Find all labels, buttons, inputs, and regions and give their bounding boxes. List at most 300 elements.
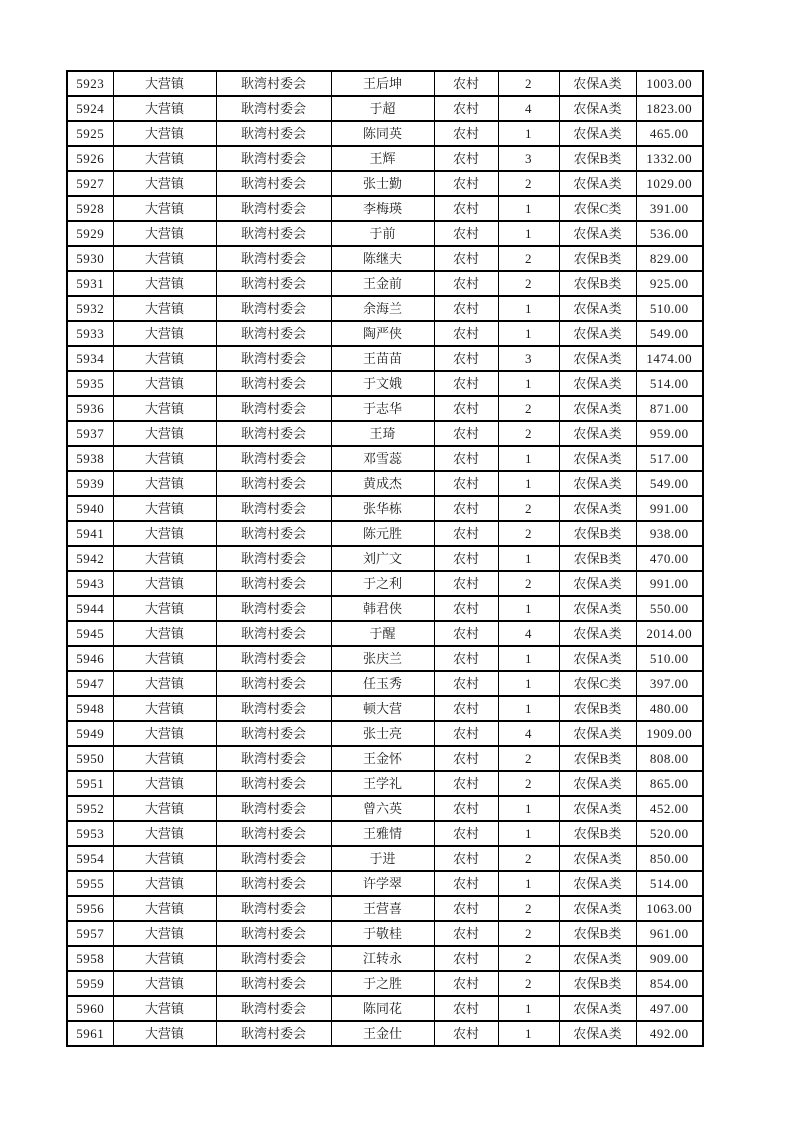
table-row xyxy=(67,521,703,546)
cell-residence: 农村 xyxy=(434,371,498,396)
cell-id: 5959 xyxy=(67,971,113,996)
cell-category: 农保C类 xyxy=(559,196,636,221)
table-row xyxy=(67,446,703,471)
cell-name: 许学翠 xyxy=(331,871,434,896)
cell-count: 1 xyxy=(498,821,559,846)
cell-id: 5931 xyxy=(67,271,113,296)
cell-residence: 农村 xyxy=(434,671,498,696)
cell-town: 大营镇 xyxy=(113,171,216,196)
cell-amount: 991.00 xyxy=(636,571,703,596)
cell-village: 耿湾村委会 xyxy=(216,746,331,771)
cell-residence: 农村 xyxy=(434,696,498,721)
cell-category: 农保B类 xyxy=(559,746,636,771)
cell-id: 5951 xyxy=(67,771,113,796)
table-row xyxy=(67,771,703,796)
cell-town: 大营镇 xyxy=(113,621,216,646)
cell-residence: 农村 xyxy=(434,71,498,96)
cell-name: 邓雪蕊 xyxy=(331,446,434,471)
table-row xyxy=(67,371,703,396)
cell-id: 5933 xyxy=(67,321,113,346)
cell-village: 耿湾村委会 xyxy=(216,1021,331,1046)
cell-name: 张庆兰 xyxy=(331,646,434,671)
cell-amount: 938.00 xyxy=(636,521,703,546)
cell-town: 大营镇 xyxy=(113,746,216,771)
cell-residence: 农村 xyxy=(434,721,498,746)
cell-category: 农保A类 xyxy=(559,346,636,371)
cell-id: 5944 xyxy=(67,596,113,621)
cell-village: 耿湾村委会 xyxy=(216,171,331,196)
cell-town: 大营镇 xyxy=(113,446,216,471)
cell-town: 大营镇 xyxy=(113,496,216,521)
cell-residence: 农村 xyxy=(434,496,498,521)
cell-category: 农保A类 xyxy=(559,221,636,246)
cell-id: 5930 xyxy=(67,246,113,271)
cell-town: 大营镇 xyxy=(113,796,216,821)
cell-amount: 480.00 xyxy=(636,696,703,721)
cell-residence: 农村 xyxy=(434,346,498,371)
cell-residence: 农村 xyxy=(434,521,498,546)
cell-name: 于之胜 xyxy=(331,971,434,996)
cell-category: 农保C类 xyxy=(559,671,636,696)
cell-amount: 536.00 xyxy=(636,221,703,246)
cell-id: 5945 xyxy=(67,621,113,646)
cell-name: 于醒 xyxy=(331,621,434,646)
cell-amount: 391.00 xyxy=(636,196,703,221)
cell-town: 大营镇 xyxy=(113,921,216,946)
cell-count: 2 xyxy=(498,171,559,196)
cell-amount: 452.00 xyxy=(636,796,703,821)
cell-category: 农保A类 xyxy=(559,1021,636,1046)
cell-residence: 农村 xyxy=(434,571,498,596)
cell-amount: 1029.00 xyxy=(636,171,703,196)
cell-town: 大营镇 xyxy=(113,846,216,871)
cell-residence: 农村 xyxy=(434,621,498,646)
cell-town: 大营镇 xyxy=(113,96,216,121)
cell-name: 李梅瑛 xyxy=(331,196,434,221)
cell-name: 余海兰 xyxy=(331,296,434,321)
cell-amount: 991.00 xyxy=(636,496,703,521)
cell-id: 5953 xyxy=(67,821,113,846)
table-row xyxy=(67,146,703,171)
cell-count: 1 xyxy=(498,121,559,146)
cell-count: 2 xyxy=(498,246,559,271)
cell-category: 农保A类 xyxy=(559,371,636,396)
cell-village: 耿湾村委会 xyxy=(216,971,331,996)
cell-village: 耿湾村委会 xyxy=(216,296,331,321)
cell-name: 曾六英 xyxy=(331,796,434,821)
cell-name: 于之利 xyxy=(331,571,434,596)
table-row xyxy=(67,396,703,421)
table-row xyxy=(67,471,703,496)
cell-name: 张士亮 xyxy=(331,721,434,746)
cell-category: 农保A类 xyxy=(559,496,636,521)
cell-id: 5958 xyxy=(67,946,113,971)
cell-name: 于超 xyxy=(331,96,434,121)
cell-count: 2 xyxy=(498,396,559,421)
cell-residence: 农村 xyxy=(434,846,498,871)
cell-count: 1 xyxy=(498,471,559,496)
cell-amount: 492.00 xyxy=(636,1021,703,1046)
table-row xyxy=(67,996,703,1021)
cell-town: 大营镇 xyxy=(113,571,216,596)
cell-village: 耿湾村委会 xyxy=(216,546,331,571)
table-row xyxy=(67,121,703,146)
cell-id: 5932 xyxy=(67,296,113,321)
cell-town: 大营镇 xyxy=(113,971,216,996)
table-row xyxy=(67,671,703,696)
cell-count: 1 xyxy=(498,696,559,721)
cell-town: 大营镇 xyxy=(113,346,216,371)
cell-village: 耿湾村委会 xyxy=(216,771,331,796)
cell-amount: 1823.00 xyxy=(636,96,703,121)
cell-residence: 农村 xyxy=(434,971,498,996)
cell-town: 大营镇 xyxy=(113,546,216,571)
cell-residence: 农村 xyxy=(434,1021,498,1046)
cell-name: 王苗苗 xyxy=(331,346,434,371)
cell-category: 农保A类 xyxy=(559,621,636,646)
cell-amount: 514.00 xyxy=(636,371,703,396)
cell-village: 耿湾村委会 xyxy=(216,146,331,171)
table-row xyxy=(67,646,703,671)
cell-village: 耿湾村委会 xyxy=(216,696,331,721)
cell-id: 5929 xyxy=(67,221,113,246)
cell-village: 耿湾村委会 xyxy=(216,196,331,221)
cell-amount: 550.00 xyxy=(636,596,703,621)
cell-count: 2 xyxy=(498,946,559,971)
cell-category: 农保A类 xyxy=(559,171,636,196)
table-row xyxy=(67,871,703,896)
cell-amount: 517.00 xyxy=(636,446,703,471)
cell-category: 农保A类 xyxy=(559,996,636,1021)
cell-name: 陈同英 xyxy=(331,121,434,146)
cell-id: 5935 xyxy=(67,371,113,396)
cell-residence: 农村 xyxy=(434,821,498,846)
cell-village: 耿湾村委会 xyxy=(216,671,331,696)
cell-village: 耿湾村委会 xyxy=(216,946,331,971)
cell-name: 王营喜 xyxy=(331,896,434,921)
table-row xyxy=(67,71,703,96)
cell-village: 耿湾村委会 xyxy=(216,121,331,146)
cell-count: 2 xyxy=(498,921,559,946)
cell-town: 大营镇 xyxy=(113,246,216,271)
cell-category: 农保A类 xyxy=(559,321,636,346)
cell-category: 农保B类 xyxy=(559,971,636,996)
cell-residence: 农村 xyxy=(434,421,498,446)
cell-town: 大营镇 xyxy=(113,146,216,171)
cell-residence: 农村 xyxy=(434,921,498,946)
cell-count: 1 xyxy=(498,1021,559,1046)
cell-id: 5928 xyxy=(67,196,113,221)
cell-id: 5957 xyxy=(67,921,113,946)
cell-count: 2 xyxy=(498,971,559,996)
cell-category: 农保B类 xyxy=(559,246,636,271)
cell-amount: 854.00 xyxy=(636,971,703,996)
cell-id: 5954 xyxy=(67,846,113,871)
cell-category: 农保A类 xyxy=(559,646,636,671)
cell-count: 2 xyxy=(498,496,559,521)
cell-amount: 549.00 xyxy=(636,471,703,496)
cell-town: 大营镇 xyxy=(113,771,216,796)
cell-category: 农保A类 xyxy=(559,846,636,871)
cell-id: 5937 xyxy=(67,421,113,446)
table-row xyxy=(67,846,703,871)
cell-id: 5949 xyxy=(67,721,113,746)
cell-town: 大营镇 xyxy=(113,946,216,971)
cell-amount: 925.00 xyxy=(636,271,703,296)
cell-town: 大营镇 xyxy=(113,221,216,246)
table-row xyxy=(67,821,703,846)
table-row xyxy=(67,696,703,721)
cell-id: 5925 xyxy=(67,121,113,146)
cell-residence: 农村 xyxy=(434,896,498,921)
cell-id: 5960 xyxy=(67,996,113,1021)
cell-category: 农保A类 xyxy=(559,446,636,471)
cell-category: 农保A类 xyxy=(559,571,636,596)
cell-village: 耿湾村委会 xyxy=(216,271,331,296)
cell-category: 农保A类 xyxy=(559,121,636,146)
cell-name: 刘广文 xyxy=(331,546,434,571)
table-row xyxy=(67,721,703,746)
cell-residence: 农村 xyxy=(434,946,498,971)
cell-residence: 农村 xyxy=(434,796,498,821)
cell-id: 5927 xyxy=(67,171,113,196)
cell-name: 王雅情 xyxy=(331,821,434,846)
cell-village: 耿湾村委会 xyxy=(216,346,331,371)
table-row xyxy=(67,271,703,296)
cell-amount: 549.00 xyxy=(636,321,703,346)
cell-name: 陈继夫 xyxy=(331,246,434,271)
cell-amount: 465.00 xyxy=(636,121,703,146)
cell-category: 农保A类 xyxy=(559,796,636,821)
cell-category: 农保A类 xyxy=(559,721,636,746)
cell-count: 1 xyxy=(498,446,559,471)
cell-town: 大营镇 xyxy=(113,296,216,321)
cell-category: 农保B类 xyxy=(559,146,636,171)
table-row xyxy=(67,596,703,621)
cell-amount: 1332.00 xyxy=(636,146,703,171)
cell-amount: 510.00 xyxy=(636,296,703,321)
cell-id: 5948 xyxy=(67,696,113,721)
cell-village: 耿湾村委会 xyxy=(216,221,331,246)
cell-name: 王金前 xyxy=(331,271,434,296)
cell-village: 耿湾村委会 xyxy=(216,796,331,821)
cell-name: 王后坤 xyxy=(331,71,434,96)
cell-category: 农保A类 xyxy=(559,871,636,896)
table-row xyxy=(67,496,703,521)
cell-amount: 1474.00 xyxy=(636,346,703,371)
cell-amount: 961.00 xyxy=(636,921,703,946)
cell-count: 4 xyxy=(498,721,559,746)
cell-name: 张士勤 xyxy=(331,171,434,196)
table-row xyxy=(67,246,703,271)
cell-id: 5939 xyxy=(67,471,113,496)
cell-name: 张华栋 xyxy=(331,496,434,521)
cell-category: 农保A类 xyxy=(559,596,636,621)
table-row xyxy=(67,571,703,596)
cell-id: 5926 xyxy=(67,146,113,171)
cell-name: 王辉 xyxy=(331,146,434,171)
cell-count: 2 xyxy=(498,71,559,96)
cell-count: 2 xyxy=(498,746,559,771)
table-row xyxy=(67,346,703,371)
cell-village: 耿湾村委会 xyxy=(216,496,331,521)
cell-town: 大营镇 xyxy=(113,646,216,671)
cell-town: 大营镇 xyxy=(113,121,216,146)
table-row xyxy=(67,621,703,646)
cell-amount: 470.00 xyxy=(636,546,703,571)
cell-count: 1 xyxy=(498,221,559,246)
cell-amount: 959.00 xyxy=(636,421,703,446)
cell-name: 于进 xyxy=(331,846,434,871)
cell-village: 耿湾村委会 xyxy=(216,896,331,921)
cell-village: 耿湾村委会 xyxy=(216,821,331,846)
cell-count: 4 xyxy=(498,96,559,121)
cell-residence: 农村 xyxy=(434,321,498,346)
cell-id: 5923 xyxy=(67,71,113,96)
cell-residence: 农村 xyxy=(434,446,498,471)
cell-town: 大营镇 xyxy=(113,521,216,546)
cell-residence: 农村 xyxy=(434,771,498,796)
cell-village: 耿湾村委会 xyxy=(216,621,331,646)
cell-name: 任玉秀 xyxy=(331,671,434,696)
cell-amount: 514.00 xyxy=(636,871,703,896)
cell-name: 于志华 xyxy=(331,396,434,421)
cell-residence: 农村 xyxy=(434,546,498,571)
table-row xyxy=(67,896,703,921)
cell-town: 大营镇 xyxy=(113,1021,216,1046)
cell-town: 大营镇 xyxy=(113,196,216,221)
table-row xyxy=(67,546,703,571)
cell-name: 江转永 xyxy=(331,946,434,971)
cell-village: 耿湾村委会 xyxy=(216,71,331,96)
cell-id: 5950 xyxy=(67,746,113,771)
cell-amount: 1063.00 xyxy=(636,896,703,921)
cell-category: 农保B类 xyxy=(559,521,636,546)
cell-count: 2 xyxy=(498,421,559,446)
cell-count: 2 xyxy=(498,571,559,596)
cell-count: 2 xyxy=(498,771,559,796)
cell-village: 耿湾村委会 xyxy=(216,371,331,396)
cell-residence: 农村 xyxy=(434,171,498,196)
cell-residence: 农村 xyxy=(434,646,498,671)
cell-village: 耿湾村委会 xyxy=(216,421,331,446)
cell-name: 王学礼 xyxy=(331,771,434,796)
cell-count: 1 xyxy=(498,646,559,671)
cell-town: 大营镇 xyxy=(113,271,216,296)
cell-residence: 农村 xyxy=(434,746,498,771)
cell-village: 耿湾村委会 xyxy=(216,246,331,271)
cell-town: 大营镇 xyxy=(113,371,216,396)
cell-category: 农保A类 xyxy=(559,71,636,96)
cell-category: 农保A类 xyxy=(559,946,636,971)
cell-town: 大营镇 xyxy=(113,71,216,96)
cell-residence: 农村 xyxy=(434,121,498,146)
cell-count: 1 xyxy=(498,796,559,821)
cell-residence: 农村 xyxy=(434,271,498,296)
table-row xyxy=(67,221,703,246)
cell-name: 王琦 xyxy=(331,421,434,446)
cell-category: 农保B类 xyxy=(559,821,636,846)
cell-count: 1 xyxy=(498,596,559,621)
cell-name: 王金怀 xyxy=(331,746,434,771)
cell-id: 5942 xyxy=(67,546,113,571)
cell-name: 于文娥 xyxy=(331,371,434,396)
cell-residence: 农村 xyxy=(434,296,498,321)
table-row xyxy=(67,296,703,321)
cell-id: 5952 xyxy=(67,796,113,821)
cell-town: 大营镇 xyxy=(113,596,216,621)
cell-amount: 871.00 xyxy=(636,396,703,421)
cell-count: 2 xyxy=(498,896,559,921)
cell-village: 耿湾村委会 xyxy=(216,646,331,671)
cell-amount: 829.00 xyxy=(636,246,703,271)
table-body xyxy=(67,71,703,1046)
cell-name: 于敬桂 xyxy=(331,921,434,946)
cell-count: 1 xyxy=(498,996,559,1021)
cell-count: 3 xyxy=(498,346,559,371)
cell-id: 5956 xyxy=(67,896,113,921)
cell-count: 2 xyxy=(498,846,559,871)
cell-count: 1 xyxy=(498,196,559,221)
cell-name: 韩君侠 xyxy=(331,596,434,621)
cell-residence: 农村 xyxy=(434,246,498,271)
cell-name: 陶严侠 xyxy=(331,321,434,346)
cell-amount: 1909.00 xyxy=(636,721,703,746)
table-row xyxy=(67,746,703,771)
cell-name: 于前 xyxy=(331,221,434,246)
cell-town: 大营镇 xyxy=(113,396,216,421)
cell-id: 5955 xyxy=(67,871,113,896)
cell-category: 农保A类 xyxy=(559,296,636,321)
cell-village: 耿湾村委会 xyxy=(216,471,331,496)
cell-village: 耿湾村委会 xyxy=(216,846,331,871)
cell-id: 5938 xyxy=(67,446,113,471)
cell-name: 黄成杰 xyxy=(331,471,434,496)
table-row xyxy=(67,921,703,946)
cell-amount: 865.00 xyxy=(636,771,703,796)
cell-count: 2 xyxy=(498,271,559,296)
cell-residence: 农村 xyxy=(434,396,498,421)
cell-village: 耿湾村委会 xyxy=(216,721,331,746)
table-row xyxy=(67,321,703,346)
cell-residence: 农村 xyxy=(434,471,498,496)
cell-village: 耿湾村委会 xyxy=(216,596,331,621)
table-row xyxy=(67,96,703,121)
cell-town: 大营镇 xyxy=(113,871,216,896)
cell-name: 陈元胜 xyxy=(331,521,434,546)
cell-category: 农保B类 xyxy=(559,546,636,571)
cell-town: 大营镇 xyxy=(113,671,216,696)
cell-category: 农保A类 xyxy=(559,896,636,921)
cell-name: 陈同花 xyxy=(331,996,434,1021)
cell-category: 农保A类 xyxy=(559,96,636,121)
cell-category: 农保B类 xyxy=(559,696,636,721)
cell-count: 2 xyxy=(498,521,559,546)
cell-amount: 497.00 xyxy=(636,996,703,1021)
cell-amount: 808.00 xyxy=(636,746,703,771)
cell-count: 1 xyxy=(498,321,559,346)
cell-residence: 农村 xyxy=(434,996,498,1021)
table-row xyxy=(67,196,703,221)
cell-residence: 农村 xyxy=(434,146,498,171)
cell-category: 农保B类 xyxy=(559,921,636,946)
cell-amount: 850.00 xyxy=(636,846,703,871)
cell-count: 1 xyxy=(498,871,559,896)
cell-residence: 农村 xyxy=(434,196,498,221)
cell-count: 4 xyxy=(498,621,559,646)
cell-village: 耿湾村委会 xyxy=(216,871,331,896)
cell-id: 5936 xyxy=(67,396,113,421)
